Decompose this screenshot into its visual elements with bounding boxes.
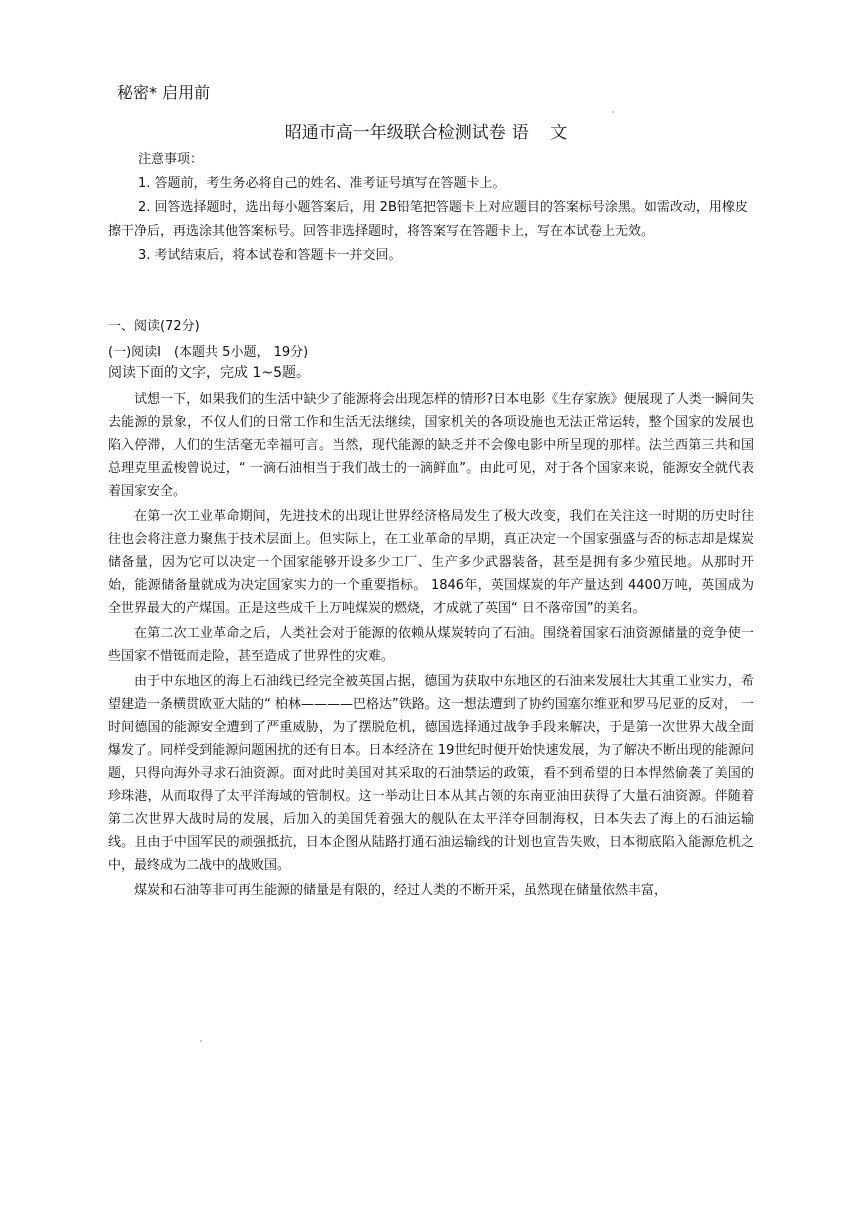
- secret-label: 秘密* 启用前: [117, 83, 211, 102]
- passage-paragraph-5: 煤炭和石油等非可再生能源的储量是有限的，经过人类的不断开采，虽然现在储量依然丰富，: [134, 883, 668, 898]
- passage-paragraph-2: 在第一次工业革命期间，先进技术的出现让世界经济格局发生了极大改变，我们在关注这一时期的历史时往往也会将注意力聚焦于技术层面上。但实际上，在工业革命的早期，真正决定一个国家强盛与否的标志却是煤炭储备量，因为它可以决定一个国家能够开设多少工厂、生产多少武器装备，甚至是拥有多少殖民地。从那时开始，能源储备量就成为决定国家实力的一个重要指标。 1846年，英国煤炭的年产量达到 4400万吨，英国成为全世界最大的产煤国。正是这些成千上万吨煤炭的燃烧，才成就了英国“ 日不落帝国”的美名。: [108, 509, 754, 616]
- notes-heading: 注意事项：: [138, 152, 204, 167]
- section-subheading: (一)阅读Ⅰ (本题共 5小题， 19分): [108, 345, 309, 360]
- scan-dot: [612, 111, 614, 113]
- note-item-2: 2. 回答选择题时，选出每小题答案后，用 2B铅笔把答题卡上对应题目的答案标号涂黑。如需改动，用橡皮擦干净后，再选涂其他答案标号。回答非选择题时，将答案写在答题卡上，写在本试卷上无效。: [108, 200, 748, 239]
- note-item-1: 1. 答题前，考生务必将自己的姓名、准考证号填写在答题卡上。: [138, 176, 506, 191]
- passage-paragraph-1: 试想一下，如果我们的生活中缺少了能源将会出现怎样的情形?日本电影《生存家族》便展现了人类一瞬间失去能源的景象，不仅人们的日常工作和生活无法继续，国家机关的各项设施也无法正常运转，整个国家的发展也陷入停滞，人们的生活毫无幸福可言。当然，现代能源的缺乏并不会像电影中所呈现的那样。法兰西第三共和国总理克里孟梭曾说过，“ 一滴石油相当于我们战士的一滴鲜血”。由此可见，对于各个国家来说，能源安全就代表着国家安全。: [108, 392, 754, 499]
- passage-paragraph-4: 由于中东地区的海上石油线已经完全被英国占据，德国为获取中东地区的石油来发展壮大其重工业实力，希望建造一条横贯欧亚大陆的“ 柏林————巴格达”铁路。这一想法遭到了协约国塞尔维亚和罗马尼亚的反对， 一时间德国的能源安全遭到了严重威胁，为了摆脱危机，德国选择通过战争手段来解决，于是第一次世界大战全面爆发了。同样受到能源问题困扰的还有日本。日本经济在 19世纪时便开始快速发展，为了解决不断出现的能源问题，只得向海外寻求石油资源。面对此时美国对其采取的石油禁运的政策，看不到希望的日本悍然偷袭了美国的珍珠港，从而取得了太平洋海域的管制权。这一举动让日本从其占领的东南亚油田获得了大量石油资源。伴随着第二次世界大战时局的发展，后加入的美国凭着强大的舰队在太平洋夺回制海权，日本失去了海上的石油运输线。且由于中国军民的顽强抵抗，日本企图从陆路打通石油运输线的计划也宣告失败，日本彻底陷入能源危机之中，最终成为二战中的战败国。: [108, 674, 754, 873]
- section-heading: 一、阅读(72分): [108, 319, 200, 334]
- reading-passage: [108, 388, 754, 902]
- exam-subject: 语 文: [511, 123, 576, 143]
- section-instruction: 阅读下面的文字，完成 1~5题。: [108, 365, 310, 381]
- exam-title-text: 昭通市高一年级联合检测试卷: [284, 123, 506, 143]
- exam-title: [0, 118, 860, 143]
- note-item-3: 3. 考试结束后，将本试卷和答题卡一并交回。: [138, 248, 402, 263]
- scan-dot: [200, 1040, 202, 1042]
- passage-paragraph-3: 在第二次工业革命之后，人类社会对于能源的依赖从煤炭转向了石油。围绕着国家石油资源储量的竞争使一些国家不惜铤而走险，甚至造成了世界性的灾难。: [108, 626, 754, 664]
- notes-block: [108, 148, 756, 268]
